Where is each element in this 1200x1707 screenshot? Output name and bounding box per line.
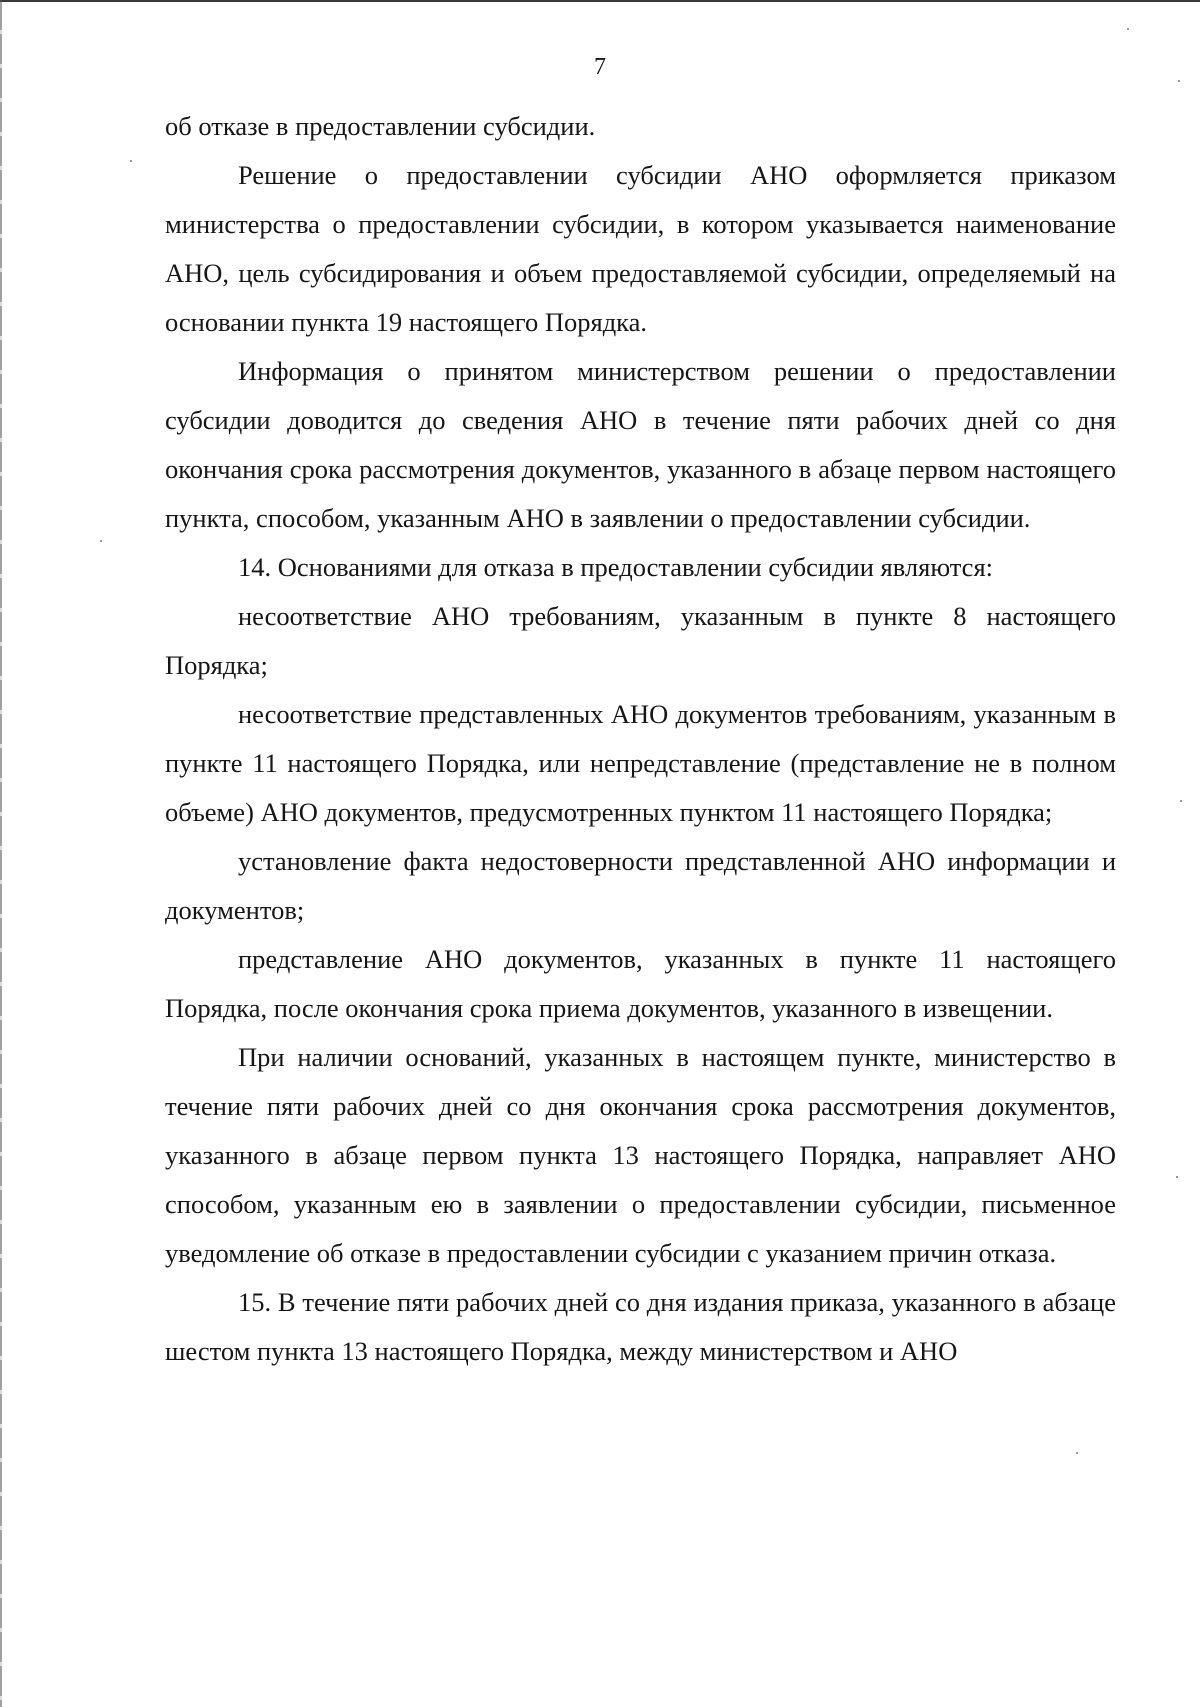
scan-speck — [1127, 28, 1129, 30]
paragraph: При наличии оснований, указанных в настоящем пункте, министерство в течение пяти рабочих дней со дня окончания срока рассмотрения документов, указанного в абзаце первом пункта 13 настоящего Порядка, направляет АНО способом, указанным ею в заявлении о предоставлении субсидии, письменное уведомление об отказе в предоставлении субсидии с указанием причин отказа. — [165, 1042, 1116, 1268]
paragraph: 15. В течение пяти рабочих дней со дня издания приказа, указанного в абзаце шестом пункта 13 настоящего Порядка, между министерством и АНО — [165, 1287, 1116, 1366]
scan-speck — [1076, 1452, 1078, 1454]
paragraph: представление АНО документов, указанных в пункте 11 настоящего Порядка, после окончания срока приема документов, указанного в извещении. — [165, 944, 1116, 1023]
scan-speck — [100, 540, 102, 542]
page-number: 7 — [594, 54, 606, 80]
document-body — [165, 102, 1116, 1376]
paragraph: несоответствие АНО требованиям, указанным в пункте 8 настоящего Порядка; — [165, 601, 1116, 680]
paragraph: Решение о предоставлении субсидии АНО оформляется приказом министерства о предоставлении субсидии, в котором указывается наименование АНО, цель субсидирования и объем предоставляемой субсидии, определяемый на основании пункта 19 настоящего Порядка. — [165, 160, 1116, 337]
scan-speck — [1180, 800, 1182, 802]
paragraph: об отказе в предоставлении субсидии. — [165, 111, 596, 141]
paragraph: Информация о принятом министерством решении о предоставлении субсидии доводится до сведения АНО в течение пяти рабочих дней со дня окончания срока рассмотрения документов, указанного в абзаце первом настоящего пункта, способом, указанным АНО в заявлении о предоставлении субсидии. — [165, 356, 1116, 533]
scan-speck — [1176, 1176, 1178, 1178]
paragraph: 14. Основаниями для отказа в предоставлении субсидии являются: — [238, 552, 993, 582]
page-left-border — [0, 0, 2, 1707]
page-top-border — [0, 0, 1200, 2]
paragraph: несоответствие представленных АНО документов требованиям, указанным в пункте 11 настоящего Порядка, или непредставление (представление не в полном объеме) АНО документов, предусмотренных пунктом 11 настоящего Порядка; — [165, 699, 1116, 827]
scan-speck — [1178, 80, 1180, 82]
paragraph: установление факта недостоверности представленной АНО информации и документов; — [165, 846, 1116, 925]
scan-speck — [130, 160, 132, 162]
